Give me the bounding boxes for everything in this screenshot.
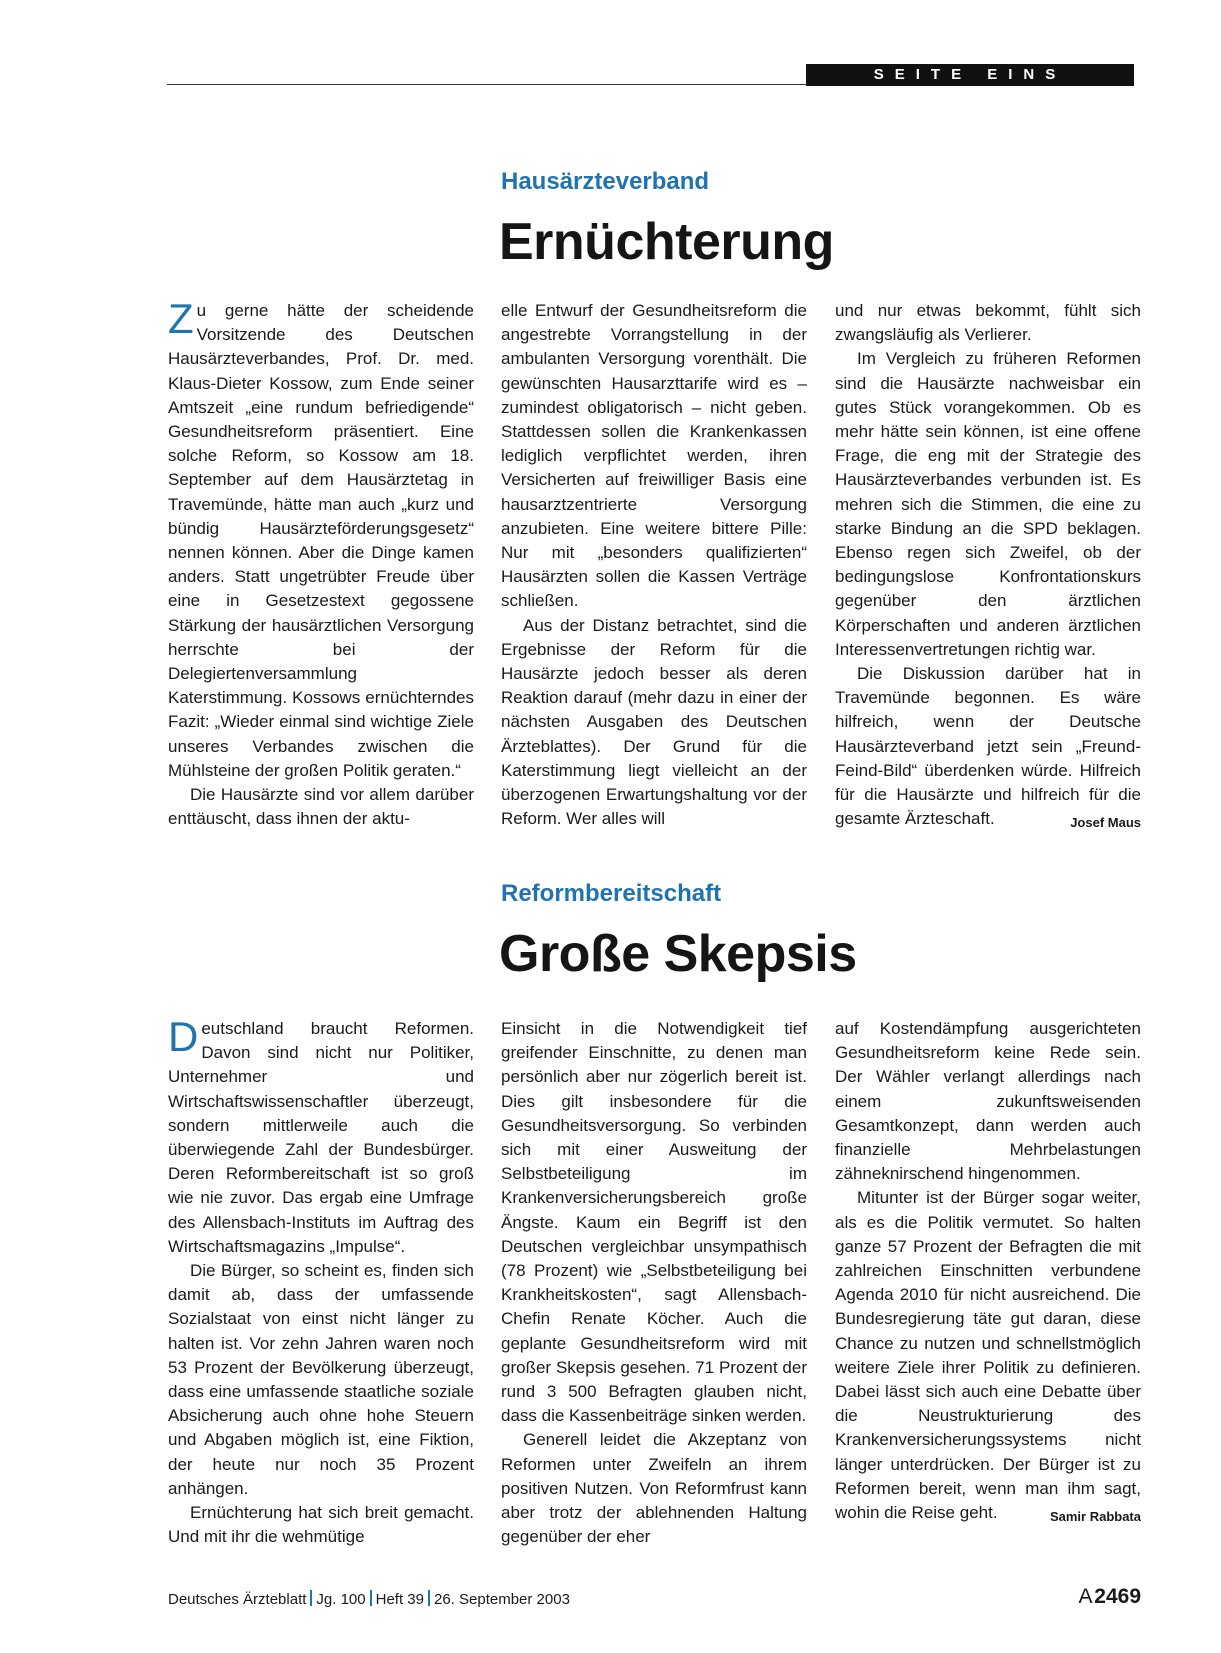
- article2-author: Samir Rabbata: [1049, 1509, 1141, 1525]
- article1-col3-p3-text: Die Diskussion darüber hat in Travemünde begonnen. Es wäre hilfreich, wenn der Deutsche Hausärzteverband jetzt sein „Freund-Feind-Bild“ überdenken würde. Hilfreich für die Hausärzte und hilfreich für die gesamte Ärzteschaft.: [835, 664, 1141, 829]
- article2-column-2: [501, 1017, 807, 1549]
- footer-separator: [428, 1590, 430, 1606]
- page-number: [1079, 1585, 1142, 1609]
- footer-citation: [168, 1590, 570, 1608]
- article1-column-2: [501, 299, 807, 831]
- journal-date: 26. September 2003: [434, 1591, 570, 1608]
- article2-col3-p2: [835, 1186, 1141, 1525]
- article1-author: Josef Maus: [1070, 815, 1141, 831]
- footer-separator: [310, 1590, 312, 1606]
- article1-col1-p2: Die Hausärzte sind vor allem darüber enttäuscht, dass ihnen der aktu-: [168, 785, 474, 829]
- article2-col3-p2-text: Mitunter ist der Bürger sogar weiter, als es die Politik vermutet. So halten ganze 57 Prozent der Befragten die mit zahlreichen Einschnitten verbundene Agenda 2010 für nicht ausreichend. Die Bundesregierung täte gut daran, diese Chance zu nutzen und schnellstmöglich weitere Ziele ihrer Politik zu definieren. Dabei lässt sich auch eine Debatte über die Neustrukturierung des Krankenversicherungssystems nicht länger unterdrücken. Der Bürger ist zu Reformen bereit, wenn man ihm sagt, wohin die Reise geht.: [835, 1188, 1141, 1523]
- article1-headline: Ernüchterung: [499, 213, 834, 271]
- article1-col2-p1: elle Entwurf der Gesundheitsreform die angestrebte Vorrangstellung in der ambulanten Versorgung vorenthält. Die gewünschten Hausarzttarife wird es – zumindest obligatorisch – nicht geben. Stattdessen sollen die Krankenkassen lediglich verpflichtet werden, ihren Versicherten auf freiwilliger Basis eine hausarztzentrierte Versorgung anzubieten. Eine weitere bittere Pille: Nur mit „besonders qualifizierten“ Hausärzten sollen die Kassen Verträge schließen.: [501, 301, 807, 611]
- article1-col3-p1: und nur etwas bekommt, fühlt sich zwangsläufig als Verlierer.: [835, 301, 1141, 345]
- article2-col2-p2: Generell leidet die Akzeptanz von Reformen unter Zweifeln an ihrem positiven Nutzen. Von Reformfrust kann aber trotz der ablehnenden Haltung gegenüber der eher: [501, 1430, 807, 1547]
- article2-col2-p1: Einsicht in die Notwendigkeit tief greifender Einschnitte, zu denen man persönlich aber nur zögerlich bereit ist. Dies gilt insbesondere für die Gesundheitsversorgung. So verbinden sich mit einer Ausweitung der Selbstbeteiligung im Krankenversicherungsbereich große Ängste. Kaum ein Begriff ist den Deutschen vergleichbar unsympathisch (78 Prozent) wie „Selbstbeteiligung bei Krankheitskosten“, sagt Allensbach-Chefin Renate Köcher. Auch die geplante Gesundheitsreform wird mit großer Skepsis gesehen. 71 Prozent der rund 3 500 Befragten glauben nicht, dass die Kassenbeiträge sinken werden.: [501, 1019, 807, 1426]
- footer-separator: [370, 1590, 372, 1606]
- journal-issue: Heft 39: [375, 1591, 424, 1608]
- article1-paragraph: [168, 295, 474, 783]
- page-number-value: 2469: [1094, 1585, 1141, 1608]
- article2-col3-p1: auf Kostendämpfung ausgerichteten Gesundheitsreform keine Rede sein. Der Wähler verlangt allerdings nach einem zukunftsweisenden Gesamtkonzept, dann werden auch finanzielle Mehrbelastungen zähneknirschend hingenommen.: [835, 1019, 1141, 1184]
- article2-kicker: Reformbereitschaft: [501, 880, 722, 907]
- article1-kicker: Hausärzteverband: [501, 168, 710, 195]
- article1-col2-p2: Aus der Distanz betrachtet, sind die Ergebnisse der Reform für die Hausärzte jedoch besser als deren Reaktion darauf (mehr dazu in einer der nächsten Ausgaben des Deutschen Ärzteblattes). Der Grund für die Katerstimmung liegt vielleicht an der überzogenen Erwartungshaltung vor der Reform. Wer alles will: [501, 615, 807, 829]
- article2-column-3: [835, 1017, 1141, 1529]
- drop-cap: D: [168, 1013, 199, 1060]
- article2-col1-p2: Die Bürger, so scheint es, finden sich damit ab, dass der umfassende Sozialstaat von einst nicht länger zu halten ist. Vor zehn Jahren waren noch 53 Prozent der Bevölkerung überzeugt, dass eine umfassende staatliche soziale Absicherung auch ohne hohe Steuern und Abgaben möglich ist, eine Fiktion, der heute nur noch 35 Prozent anhängen.: [168, 1261, 474, 1498]
- page-prefix: A: [1078, 1585, 1093, 1608]
- article2-column-1: [168, 1013, 474, 1549]
- article1-col3-p2: Im Vergleich zu früheren Reformen sind die Hausärzte nachweisbar ein gutes Stück vorangekommen. Ob es mehr hätte sein können, ist eine offene Frage, die eng mit der Strategie des Hausärzteverbandes verbunden ist. Es mehren sich die Stimmen, die eine zu starke Bindung an die SPD beklagen. Ebenso regen sich Zweifel, ob der bedingungslose Konfrontationskurs gegenüber den ärztlichen Körperschaften und anderen ärztlichen Interessenvertretungen richtig war.: [835, 349, 1141, 659]
- article1-col3-p3: [835, 662, 1141, 831]
- article1-column-1: [168, 295, 474, 831]
- article2-col1-p3: Ernüchterung hat sich breit gemacht. Und mit ihr die wehmütige: [168, 1503, 474, 1547]
- article1-col1-p1: u gerne hätte der scheidende Vorsitzende des Deutschen Hausärzteverbandes, Prof. Dr. med. Klaus-Dieter Kossow, zum Ende seiner Amtszeit „eine rundum befriedigende“ Gesundheitsreform präsentiert. Eine solche Reform, so Kossow am 18. September auf dem Hausärztetag in Travemünde, hätte man auch „kurz und bündig Hausärzteförderungsgesetz“ nennen können. Aber die Dinge kamen anders. Statt ungetrübter Freude über eine in Gesetzestext gegossene Stärkung der hausärztlichen Versorgung herrschte bei der Delegiertenversammlung Katerstimmung. Kossows ernüchterndes Fazit: „Wieder einmal sind wichtige Ziele unseres Verbandes zwischen die Mühlsteine der großen Politik geraten.“: [168, 301, 474, 780]
- section-label: SEITE EINS: [806, 64, 1134, 86]
- article2-headline: Große Skepsis: [499, 925, 857, 983]
- journal-name: Deutsches Ärzteblatt: [168, 1591, 307, 1608]
- article2-paragraph: [168, 1013, 474, 1259]
- journal-volume: Jg. 100: [316, 1591, 366, 1608]
- article2-col1-p1: eutschland braucht Reformen. Davon sind nicht nur Politiker, Unternehmer und Wirtschaftswissenschaftler überzeugt, sondern mittlerweile auch die überwiegende Zahl der Bundesbürger. Deren Reformbereitschaft ist so groß wie nie zuvor. Das ergab eine Umfrage des Allensbach-Instituts im Auftrag des Wirtschaftsmagazins „Impulse“.: [168, 1019, 474, 1256]
- article1-column-3: [835, 299, 1141, 835]
- drop-cap: Z: [168, 295, 194, 342]
